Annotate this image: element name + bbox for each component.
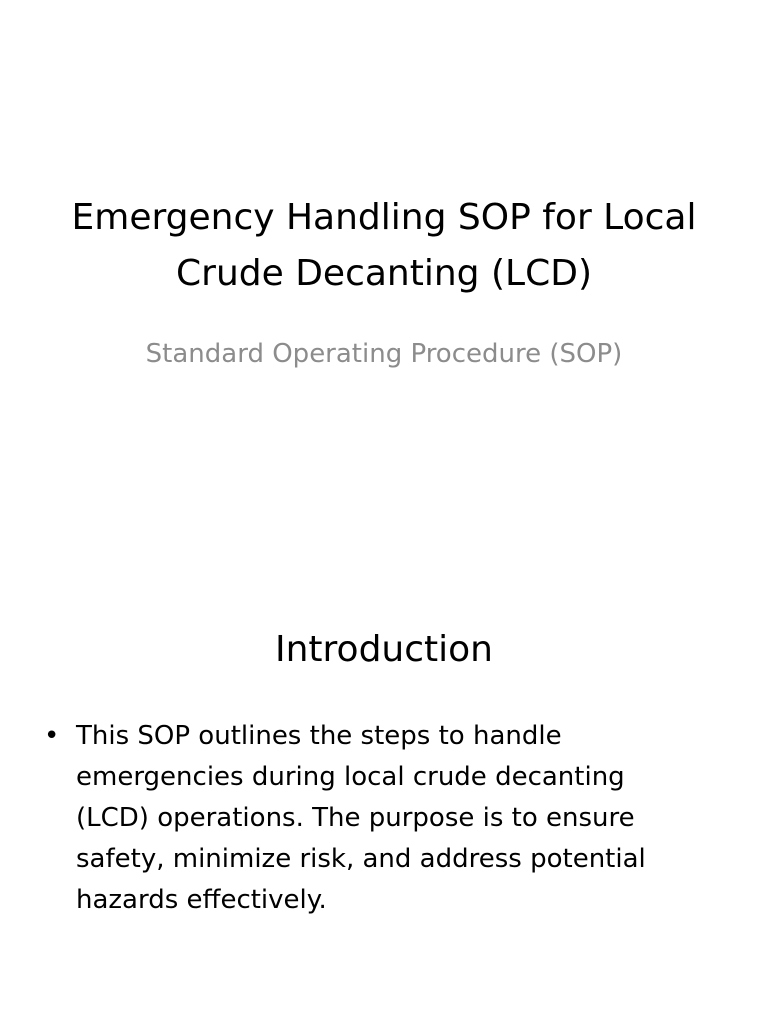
bullet-list: [40, 716, 700, 921]
list-item: [40, 716, 700, 921]
slide-subtitle: Standard Operating Procedure (SOP): [145, 339, 623, 369]
section-title: Introduction: [274, 629, 493, 670]
slide-title: Emergency Handling SOP for Local Crude Decanting (LCD): [71, 197, 697, 294]
bullet-text: This SOP outlines the steps to handle emergencies during local crude decanting (LCD) operations. The purpose is to ensure safety, minimize risk, and address potential hazards effectively.: [76, 721, 646, 915]
introduction-slide: [0, 576, 768, 1024]
bullet-icon: •: [44, 721, 60, 751]
